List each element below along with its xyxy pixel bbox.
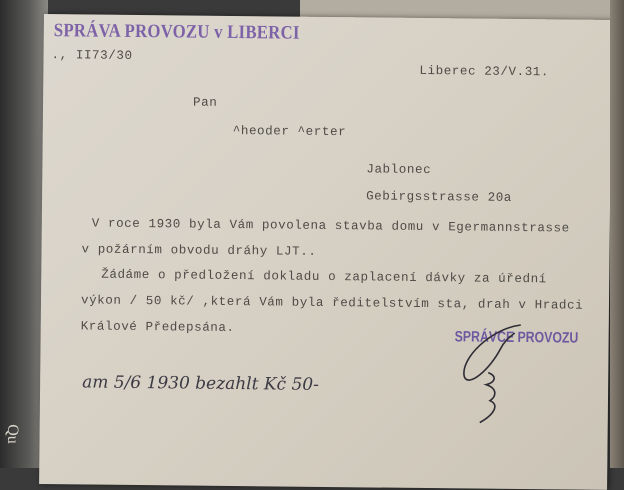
letterhead: SPRÁVA PROVOZU v LIBERCI — [53, 20, 300, 44]
reference-number: ., II73/30 — [51, 48, 133, 63]
salutation: Pan — [193, 95, 218, 110]
body-line: Králové Předepsána. — [80, 319, 235, 336]
body-line: v požárním obvodu dráhy LJT.. — [81, 242, 317, 259]
body-line: V roce 1930 byla Vám povolena stavba domu v Egermannstrasse — [91, 216, 570, 236]
body-line: výkon / 50 kč/ ,která Vám byla ředitelstvím sta, drah v Hradci — [80, 293, 584, 313]
right-shadow-edge — [610, 0, 624, 468]
letter-page — [39, 14, 612, 490]
official-stamp: SPRÁVCE PROVOZU — [454, 328, 579, 347]
binder-label: Qu — [3, 424, 21, 444]
recipient-name: ^heoder ^erter — [232, 123, 347, 140]
handwritten-note: am 5/6 1930 bezahlt Kč 50- — [82, 372, 319, 395]
signature — [450, 318, 541, 429]
date-line: Liberec 23/V.31. — [419, 63, 550, 80]
body-line: Žádáme o předložení dokladu o zaplacení dávky za úřední — [101, 267, 547, 287]
recipient-street: Gebirgsstrasse 20a — [366, 189, 513, 205]
recipient-city: Jablonec — [366, 162, 432, 178]
